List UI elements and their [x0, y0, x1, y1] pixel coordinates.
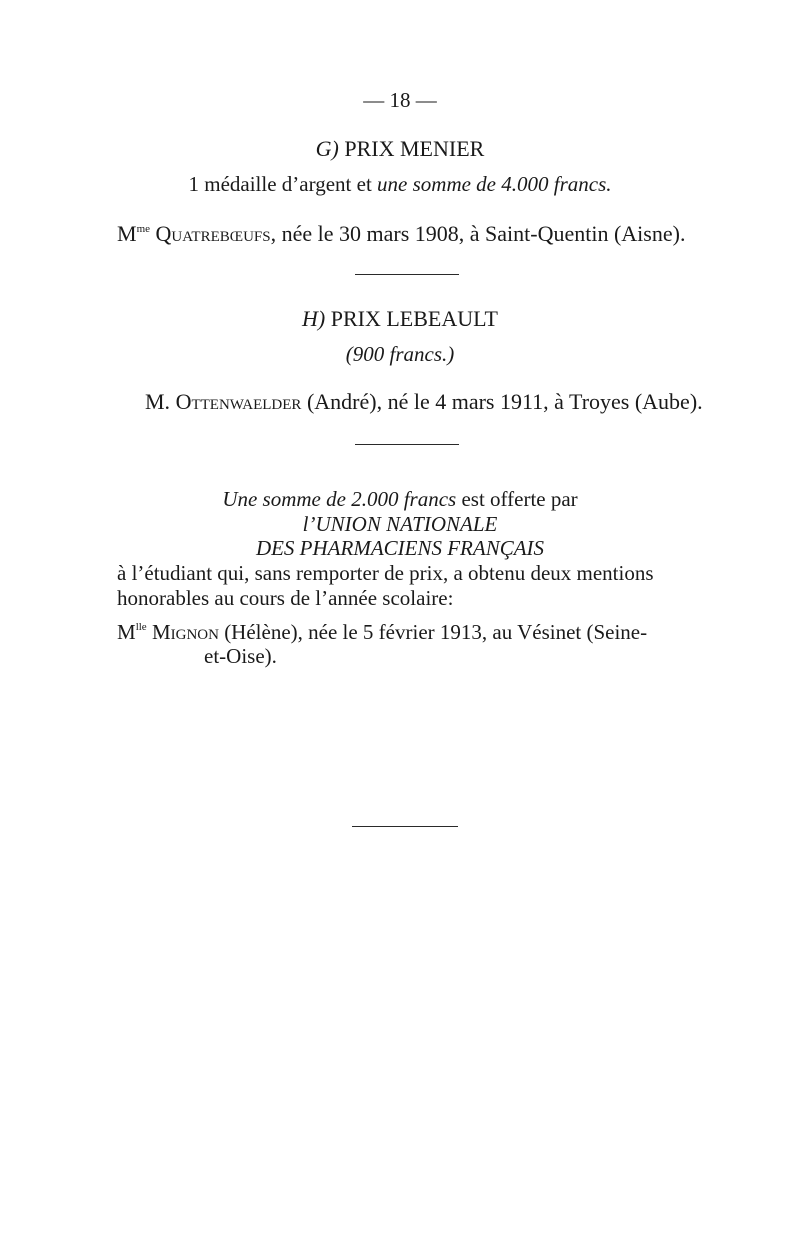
winner-details: (Hélène), née le 5 février 1913, au Vésinet (Seine- [218, 620, 648, 644]
union-winner-line-2: et-Oise). [204, 644, 277, 668]
divider [355, 444, 459, 445]
winner-name: Ottenwaelder [175, 389, 302, 414]
section-g-award [0, 172, 800, 197]
section-g-award-italic: une somme de 4.000 francs. [377, 172, 612, 196]
winner-details: , née le 30 mars 1908, à Saint-Quentin (Aisne). [270, 221, 686, 246]
section-g-title: PRIX MENIER [344, 136, 485, 161]
union-line-3: DES PHARMACIENS FRANÇAIS [255, 536, 545, 560]
section-h-letter: H) [302, 306, 326, 331]
divider [355, 274, 459, 275]
section-h-heading [0, 306, 800, 332]
winner-title: M [117, 221, 137, 246]
winner-details: (André), né le 4 mars 1911, à Troyes (Aube). [301, 389, 703, 414]
winner-name: Mignon [151, 620, 219, 644]
section-g-award-plain: 1 médaille d’argent et [188, 172, 378, 196]
union-paragraph-line-2: honorables au cours de l’année scolaire: [117, 586, 454, 610]
union-amount: Une somme de 2.000 francs [222, 487, 457, 511]
section-g-heading [0, 136, 800, 162]
page-number: — 18 — [363, 88, 437, 112]
winner-title: M [117, 620, 136, 644]
section-h-winner [145, 389, 703, 415]
union-line-1 [0, 487, 800, 512]
section-g-letter: G) [315, 136, 339, 161]
winner-name: Quatrebœufs [155, 221, 271, 246]
winner-title-sup: me [136, 223, 151, 235]
union-offer: est offerte par [456, 487, 578, 511]
section-h-award: (900 francs.) [345, 342, 455, 366]
union-winner [117, 620, 647, 645]
section-g-winner [117, 221, 685, 247]
end-rule [352, 826, 458, 827]
winner-title: M. [145, 389, 176, 414]
winner-title-sup: lle [135, 621, 147, 633]
union-line-2: l’UNION NATIONALE [302, 512, 498, 536]
union-paragraph-line-1: à l’étudiant qui, sans remporter de prix, a obtenu deux mentions [117, 561, 654, 585]
section-h-title: PRIX LEBEAULT [330, 306, 498, 331]
